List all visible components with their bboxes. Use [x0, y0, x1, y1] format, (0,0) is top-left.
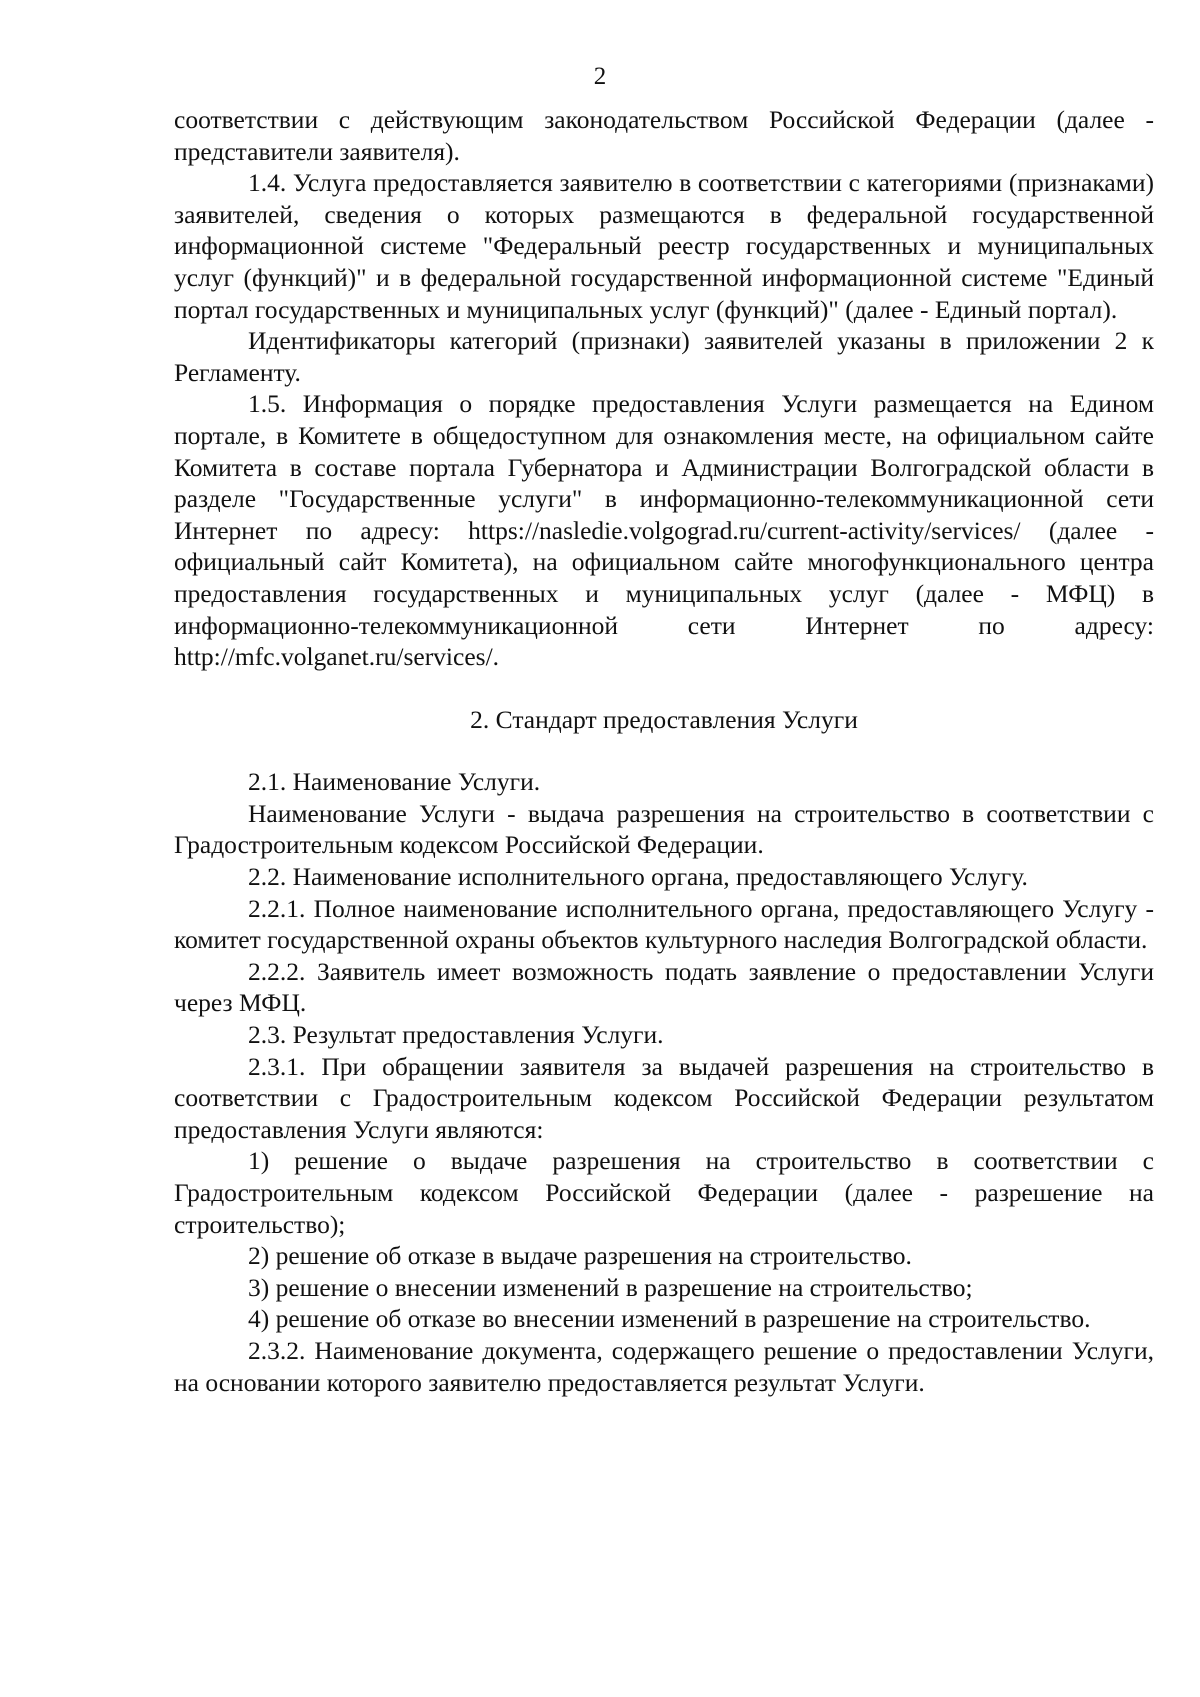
paragraph: 2.3.2. Наименование документа, содержащего решение о предоставлении Услуги, на основании которого заявителю предоставляется результат Услуги. — [174, 1335, 1154, 1397]
paragraph: 2.3. Результат предоставления Услуги. — [248, 1020, 664, 1050]
paragraph: Идентификаторы категорий (признаки) заявителей указаны в приложении 2 к Регламенту. — [174, 326, 1154, 387]
section-heading: 2. Стандарт предоставления Услуги — [470, 704, 858, 734]
paragraph: 2.1. Наименование Услуги. — [248, 767, 541, 797]
list-item: 4) решение об отказе во внесении изменений в разрешение на строительство. — [248, 1304, 1091, 1334]
paragraph: 1.5. Информация о порядке предоставления Услуги размещается на Едином портале, в Комитете в общедоступном для ознакомления месте, на официальном сайте Комитета в составе портала Губернатора и Администрации Волгоградской области в разделе "Государственные услуги" в информационно-телекоммуникационной сети Интернет по адресу: https://nasledie.volgograd.ru/current-activity/services/ (далее - официальный сайт Комитета), на официальном сайте многофункционального центра предоставления государственных и муниципальных услуг (далее - МФЦ) в информационно-телекоммуникационной сети Интернет по адресу: http://mfc.volganet.ru/services/. — [174, 389, 1154, 672]
paragraph: 2.2. Наименование исполнительного органа, предоставляющего Услугу. — [248, 862, 1028, 892]
paragraph: 2.2.1. Полное наименование исполнительного органа, предоставляющего Услугу - комитет государственной охраны объектов культурного наследия Волгоградской области. — [174, 893, 1154, 955]
paragraph: 2.2.2. Заявитель имеет возможность подать заявление о предоставлении Услуги через МФЦ. — [174, 956, 1154, 1018]
list-item: 3) решение о внесении изменений в разрешение на строительство; — [248, 1272, 973, 1302]
paragraph: соответствии с действующим законодательством Российской Федерации (далее - представители заявителя). — [174, 105, 1154, 166]
paragraph: 1.4. Услуга предоставляется заявителю в соответствии с категориями (признаками) заявителей, сведения о которых размещаются в федеральной государственной информационной системе "Федеральный реестр государственных и муниципальных услуг (функций)" и в федеральной государственной информационной системе "Единый портал государственных и муниципальных услуг (функций)" (далее - Единый портал). — [174, 168, 1154, 324]
list-item: 2) решение об отказе в выдаче разрешения на строительство. — [248, 1241, 912, 1271]
paragraph: Наименование Услуги - выдача разрешения на строительство в соответствии с Градостроительным кодексом Российской Федерации. — [174, 798, 1154, 860]
document-body — [174, 104, 1154, 1398]
list-item: 1) решение о выдаче разрешения на строительство в соответствии с Градостроительным кодексом Российской Федерации (далее - разрешение на строительство); — [174, 1146, 1154, 1239]
paragraph: 2.3.1. При обращении заявителя за выдачей разрешения на строительство в соответствии с Градостроительным кодексом Российской Федерации результатом предоставления Услуги являются: — [174, 1051, 1154, 1144]
page-number: 2 — [593, 63, 607, 90]
